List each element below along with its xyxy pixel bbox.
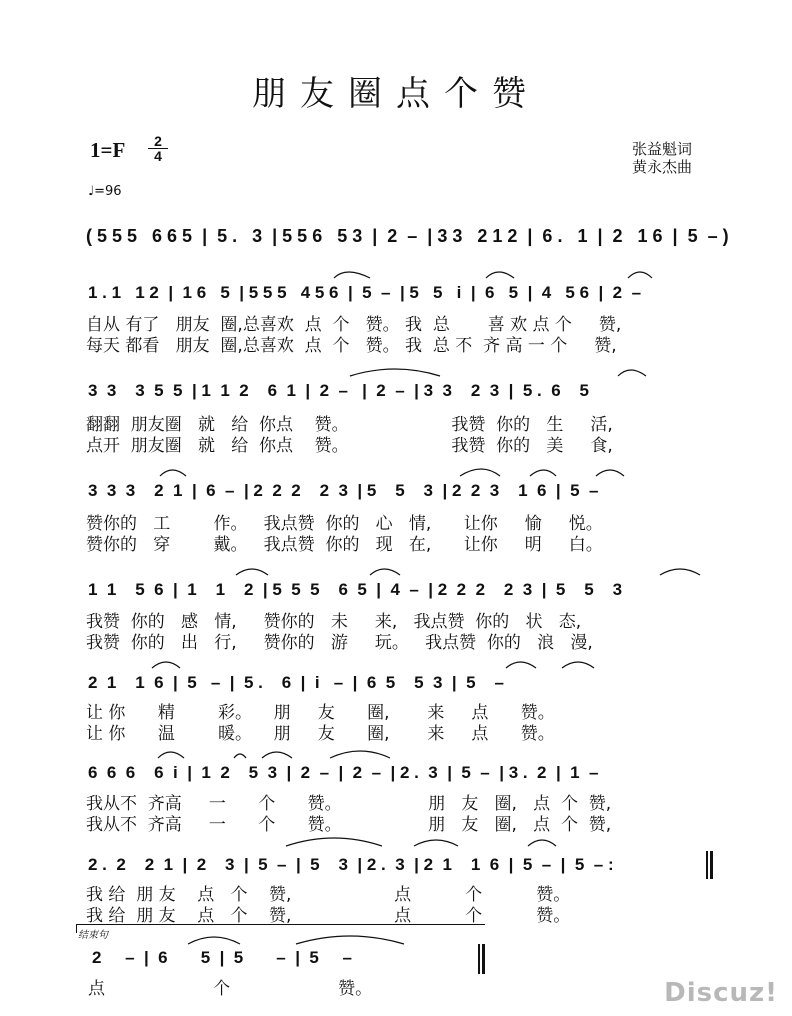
slur: [160, 470, 186, 476]
tempo-marking: ♩=96: [88, 184, 122, 199]
intro-notes: ( 5 5 5 6 6 5 | 5 . 3 | 5 5 6 5 3 | 2 – | 3 3 2 1 2 | 6 . 1 | 2 1 6 | 5 – ): [86, 226, 729, 246]
slur: [562, 662, 594, 668]
final-barline-thick: [482, 944, 485, 974]
system-1-lyric-verse-1: 自从 有了 朋友 圈,总喜欢 点 个 赞。 我 总 喜 欢 点 个 赞,: [86, 315, 622, 335]
system-7-notes: 2 . 2 2 1 | 2 3 | 5 – | 5 3 | 2 . 3 | 2 1 1 6 | 5 – | 5 – :: [88, 855, 614, 874]
key-signature: 1=F: [90, 138, 126, 162]
system-4-lyric-verse-2: 我赞 你的 出 行, 赞你的 游 玩。 我点赞 你的 浪 漫,: [86, 633, 593, 653]
slur: [234, 754, 246, 758]
slur: [486, 272, 514, 278]
system-6-notes: 6 6 6 6 i | 1 2 5 3 | 2 – | 2 – | 2 . 3 | 5 – | 3 . 2 | 1 –: [88, 763, 599, 782]
watermark-logo: Discuz!: [664, 978, 778, 1008]
system-1-lyric-verse-2: 每天 都看 朋友 圈,总喜欢 点 个 赞。 我 总 不 齐 高 一 个 赞,: [86, 336, 617, 356]
slur: [506, 662, 536, 668]
system-5-notes: 2 1 1 6 | 5 – | 5 . 6 | i – | 6 5 5 3 | 5 –: [88, 673, 504, 692]
system-5-lyric-verse-2: 让 你 温 暖。 朋 友 圈, 来 点 赞。: [86, 724, 555, 744]
system-6-lyric-verse-1: 我从不 齐高 一 个 赞。 朋 友 圈, 点 个 赞,: [86, 794, 612, 814]
repeat-barline-thin: [706, 851, 708, 879]
system-3-lyric-verse-2: 赞你的 穿 戴。 我点赞 你的 现 在, 让你 明 白。: [86, 535, 603, 555]
system-4-lyric-verse-1: 我赞 你的 感 情, 赞你的 未 来, 我点赞 你的 状 态,: [86, 612, 582, 632]
slur: [460, 469, 500, 476]
system-6-lyric-verse-2: 我从不 齐高 一 个 赞。 朋 友 圈, 点 个 赞,: [86, 815, 612, 835]
slur: [660, 569, 700, 575]
system-3-lyric-verse-1: 赞你的 工 作。 我点赞 你的 心 情, 让你 愉 悦。: [86, 514, 603, 534]
ending-lyrics: 点 个 赞。: [88, 979, 373, 999]
system-1-notes: 1 . 1 1 2 | 1 6 5 | 5 5 5 4 5 6 | 5 – | 5 5 i | 6 5 | 4 5 6 | 2 –: [88, 283, 642, 302]
composer-credit: 黄永杰曲: [632, 158, 693, 176]
system-4-notes: 1 1 5 6 | 1 1 2 | 5 5 5 6 5 | 4 – | 2 2 2 2 3 | 5 5 3: [88, 580, 623, 599]
slur: [152, 662, 180, 668]
system-2-lyric-verse-2: 点开 朋友圈 就 给 你点 赞。 我赞 你的 美 食,: [86, 436, 613, 456]
system-2-lyric-verse-1: 翻翻 朋友圈 就 给 你点 赞。 我赞 你的 生 活,: [86, 415, 613, 435]
slur: [334, 272, 370, 278]
slur: [530, 470, 556, 476]
slur: [350, 369, 440, 376]
ending-notes: 2 – | 6 5 | 5 – | 5 –: [92, 948, 352, 967]
slur: [236, 569, 268, 575]
slur: [528, 840, 556, 846]
time-signature: [148, 134, 168, 163]
slur: [262, 752, 292, 758]
system-3-notes: 3 3 3 2 1 | 6 – | 2 2 2 2 3 | 5 5 3 | 2 2 3 1 6 | 5 –: [88, 481, 599, 500]
ending-bracket: [76, 924, 485, 933]
slur: [596, 470, 624, 476]
slur: [628, 272, 652, 278]
ending-label: 结束句: [78, 930, 108, 941]
repeat-barline-thick: [710, 851, 713, 879]
final-barline-thin: [478, 944, 480, 974]
system-7-lyric-verse-2: 我 给 朋 友 点 个 赞, 点 个 赞。: [86, 906, 571, 926]
song-title: 朋友圈点个赞: [252, 74, 540, 114]
system-2-notes: 3 3 3 5 5 | 1 1 2 6 1 | 2 – | 2 – | 3 3 2 3 | 5 . 6 5: [88, 381, 589, 400]
slur: [286, 838, 382, 846]
slur: [370, 569, 400, 575]
meter-bottom: 4: [148, 148, 168, 163]
meter-top: 2: [154, 133, 162, 149]
system-7-lyric-verse-1: 我 给 朋 友 点 个 赞, 点 个 赞。: [86, 885, 571, 905]
slur: [188, 937, 240, 944]
slur: [296, 936, 404, 944]
slur: [414, 840, 458, 846]
slur: [158, 752, 184, 758]
slur: [330, 751, 390, 758]
system-5-lyric-verse-1: 让 你 精 彩。 朋 友 圈, 来 点 赞。: [86, 703, 555, 723]
slur: [618, 370, 646, 376]
lyricist-credit: 张益魁词: [632, 140, 693, 158]
